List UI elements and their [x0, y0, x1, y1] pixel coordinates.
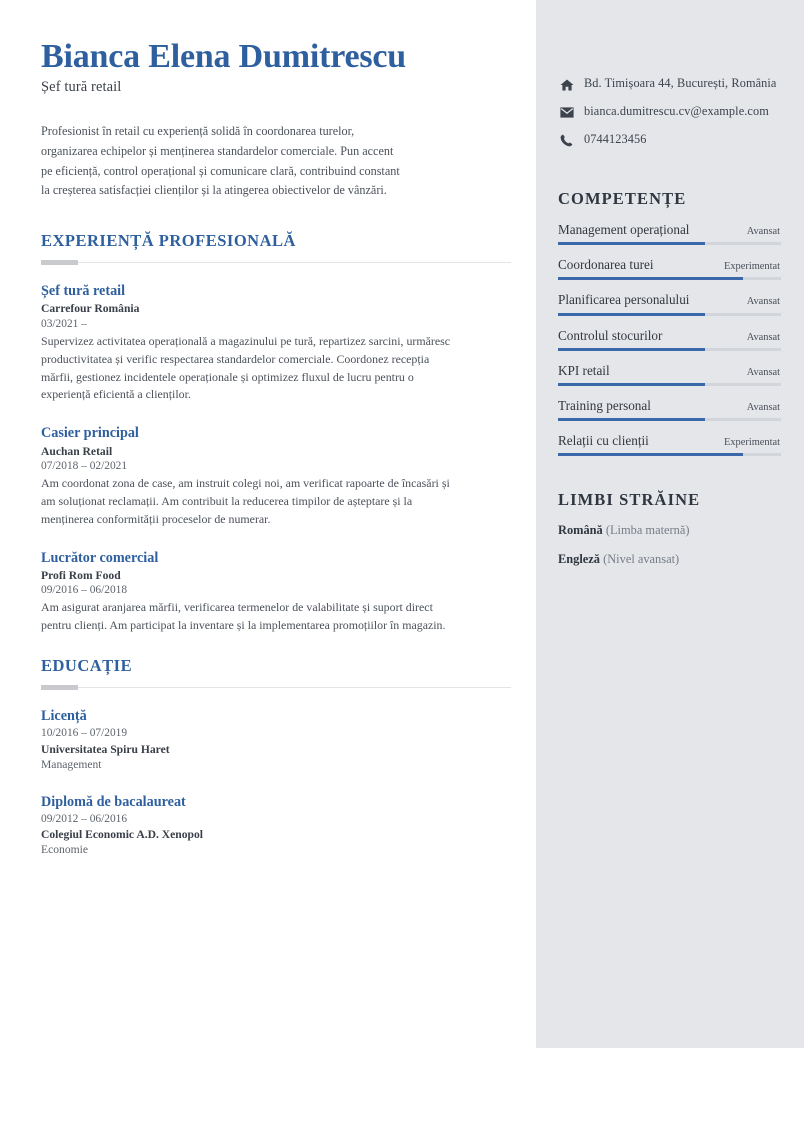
entry-dates: 09/2012 – 06/2016 — [41, 812, 128, 825]
skill-item — [558, 292, 780, 315]
section-divider — [41, 685, 511, 690]
education-section-title: EDUCAȚIE — [41, 656, 133, 676]
description-line: experiență eficientă a clienților. — [41, 387, 191, 402]
skill-level: Experimentat — [724, 437, 780, 449]
skill-progress-fill — [558, 383, 705, 386]
summary-line: la creșterea satisfacției clienților și la atingerea obiectivelor de vânzări. — [41, 183, 387, 198]
skill-progress-fill — [558, 313, 705, 316]
entry-field-of-study: Management — [41, 757, 102, 771]
description-line: menținerea conformității proceselor de numerar. — [41, 511, 271, 526]
skill-level: Avansat — [746, 366, 780, 378]
entry-field-of-study: Economie — [41, 843, 89, 857]
contact-row-email — [558, 104, 780, 119]
skill-progress-track — [558, 383, 781, 386]
entry-organization: Profi Rom Food — [41, 569, 121, 582]
skill-item — [558, 222, 780, 245]
entry-title: Diplomă de bacalaureat — [41, 793, 186, 810]
skill-name: Management operațional — [558, 222, 690, 237]
education-section — [41, 656, 510, 858]
description-line: am soluționat reclamații. Am contribuit la reducerea timpilor de așteptare și la — [41, 493, 413, 508]
description-line: productivitatea și verific respectarea standardelor comerciale. Coordonez recepția — [41, 351, 430, 366]
skill-progress-fill — [558, 277, 743, 280]
language-level: (Nivel avansat) — [603, 552, 680, 567]
contact-email-text[interactable]: bianca.dumitrescu.cv@example.com — [584, 104, 769, 118]
skill-level: Avansat — [746, 226, 780, 237]
headline-job-title: Șef tură retail — [41, 79, 122, 96]
contact-list — [558, 76, 780, 147]
skill-item — [558, 363, 780, 386]
summary-line: pe eficiență, control operațional și comunicare clară, contribuind constant — [41, 163, 400, 178]
education-entry — [41, 794, 510, 858]
language-level: (Limba maternă) — [605, 523, 690, 538]
experience-section-title: EXPERIENȚĂ PROFESIONALĂ — [41, 231, 296, 251]
skill-progress-track — [558, 453, 781, 456]
entry-organization: Carrefour România — [41, 302, 140, 316]
skill-progress-fill — [558, 453, 743, 456]
entry-dates: 03/2021 – — [41, 317, 87, 330]
description-line: Am asigurat aranjarea mărfii, verificarea termenelor de valabilitate și suport direct — [41, 600, 433, 615]
skills-list — [558, 222, 780, 456]
skill-item — [558, 328, 780, 351]
contact-phone-text[interactable]: 0744123456 — [584, 132, 647, 146]
summary-line: Profesionist în retail cu experiență solidă în coordonarea turelor, — [41, 124, 355, 139]
entry-dates: 07/2018 – 02/2021 — [41, 459, 128, 472]
page-title: Bianca Elena Dumitrescu — [41, 38, 407, 75]
language-item — [558, 523, 780, 538]
skill-progress-track — [558, 348, 781, 351]
skill-level: Avansat — [746, 331, 780, 343]
skill-item — [558, 433, 780, 456]
entry-dates: 09/2016 – 06/2018 — [41, 584, 128, 597]
profile-summary — [41, 122, 461, 201]
skill-progress-track — [558, 418, 781, 421]
experience-entry — [41, 283, 510, 404]
description-line: pentru clienți. Am participat la inventare și la implementarea promoțiilor în magazin. — [41, 618, 446, 633]
skill-item — [558, 398, 780, 421]
entry-description — [41, 333, 510, 404]
language-item — [558, 552, 780, 567]
phone-icon — [558, 133, 575, 148]
skill-name: KPI retail — [558, 362, 610, 378]
skill-progress-track — [558, 313, 781, 316]
skills-section-title: COMPETENȚE — [558, 189, 687, 208]
skill-item — [558, 257, 780, 280]
languages-list — [558, 523, 780, 567]
skill-progress-fill — [558, 418, 705, 421]
entry-description — [41, 599, 510, 635]
entry-title: Casier principal — [41, 425, 139, 442]
experience-entry — [41, 425, 510, 528]
contact-row-address — [558, 76, 780, 91]
sidebar-content — [536, 0, 804, 567]
skill-name: Planificarea personalului — [558, 292, 690, 308]
skill-level: Avansat — [746, 401, 780, 413]
language-name: Română — [558, 523, 603, 538]
skill-progress-track — [558, 277, 781, 280]
skill-name: Training personal — [558, 397, 651, 413]
description-line: Supervizez activitatea operațională a magazinului pe tură, repartizez sarcini, urmăresc — [41, 333, 451, 348]
contact-address-text: Bd. Timișoara 44, București, România — [584, 76, 777, 90]
skill-level: Experimentat — [724, 261, 780, 273]
experience-entry — [41, 550, 510, 635]
skill-progress-fill — [558, 242, 705, 245]
entry-title: Lucrător comercial — [41, 549, 159, 566]
entry-dates: 10/2016 – 07/2019 — [41, 727, 128, 740]
skill-progress-fill — [558, 348, 705, 351]
envelope-icon — [558, 105, 575, 120]
entry-school: Colegiul Economic A.D. Xenopol — [41, 828, 203, 842]
contact-row-phone — [558, 132, 780, 147]
skill-name: Coordonarea turei — [558, 257, 654, 273]
section-divider — [41, 260, 511, 265]
entry-description — [41, 475, 510, 529]
language-name: Engleză — [558, 552, 600, 567]
sidebar — [536, 0, 804, 1048]
entry-title: Șef tură retail — [41, 283, 126, 300]
skill-name: Controlul stocurilor — [558, 327, 663, 343]
entry-organization: Auchan Retail — [41, 444, 113, 458]
entry-title: Licență — [41, 708, 87, 725]
skill-progress-track — [558, 242, 781, 245]
home-icon — [558, 77, 575, 92]
entry-school: Universitatea Spiru Haret — [41, 742, 170, 756]
skill-name: Relații cu clienții — [558, 433, 649, 449]
skill-level: Avansat — [746, 296, 780, 308]
experience-section — [41, 231, 510, 635]
education-entry — [41, 708, 510, 772]
description-line: mărfii, gestionez incidentele operaționale și optimizez fluxul de lucru pentru o — [41, 369, 414, 384]
description-line: Am coordonat zona de case, am instruit colegi noi, am verificat rapoarte de încasări și — [41, 476, 450, 491]
summary-line: organizarea echipelor și menținerea standardelor comerciale. Pun accent — [41, 143, 394, 158]
languages-section-title: LIMBI STRĂINE — [558, 490, 701, 510]
